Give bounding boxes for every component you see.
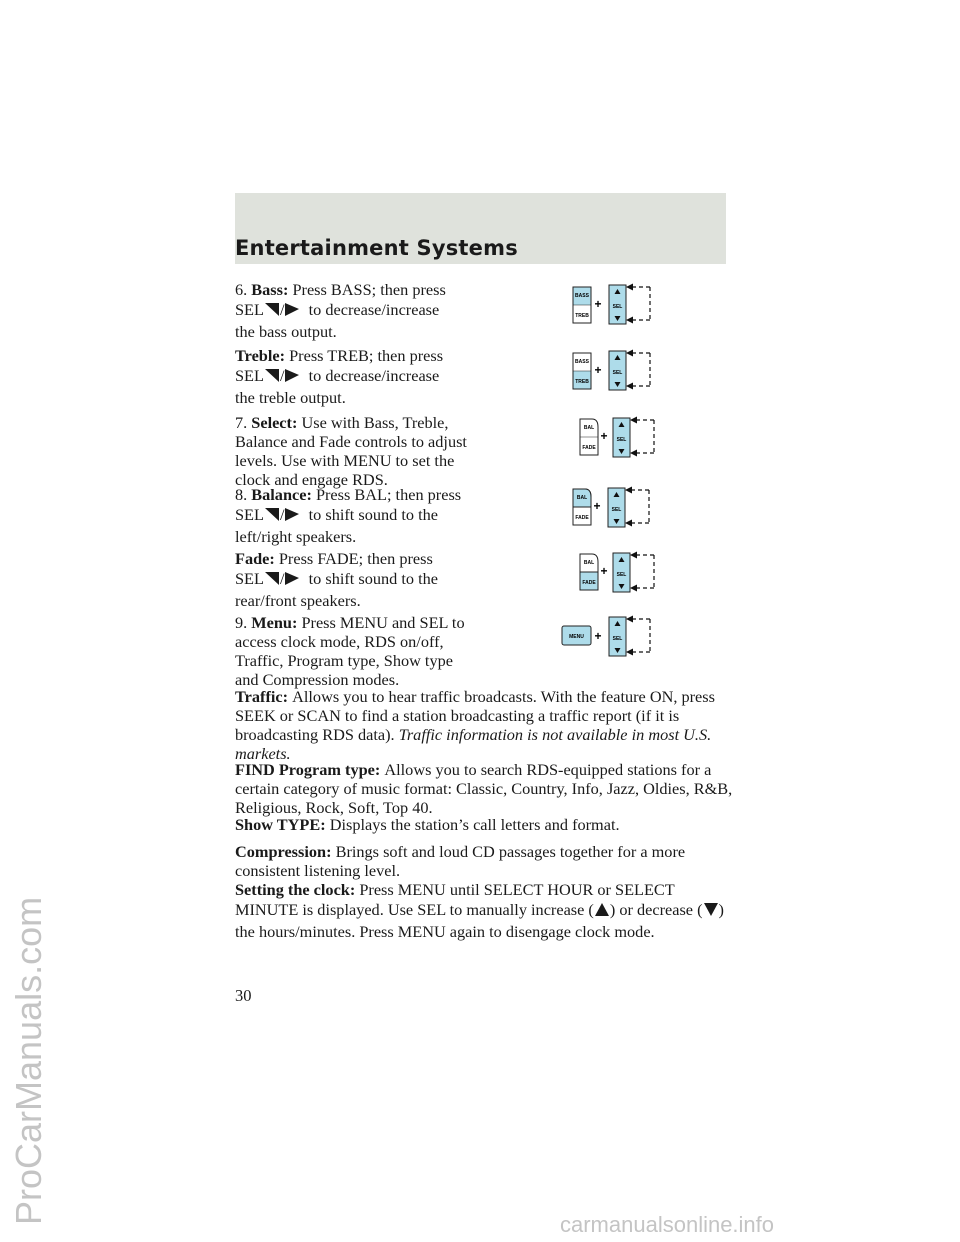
svg-text:SEL: SEL (616, 572, 627, 578)
label-fade: Fade: (235, 549, 275, 568)
svg-text:+: + (593, 499, 601, 513)
traffic-note: Traffic information is not available in most U.S. markets. (235, 725, 712, 763)
item-bass: 6. Bass: Press BASS; then press SEL / to decrease/increase the bass output. (235, 280, 446, 341)
label-setting-clock: Setting the clock: (235, 880, 356, 899)
svg-text:SEL: SEL (612, 304, 623, 310)
item-find-program-type: FIND Program type: Allows you to search RDS-equipped stations for a certain category of music format: Classic, Country, Info, Jazz, Oldies, R&B, Religious, Rock, Soft, Top 40. (235, 760, 733, 817)
svg-text:FADE: FADE (582, 445, 596, 451)
section-title: Entertainment Systems (235, 236, 518, 260)
svg-text:+: + (594, 363, 602, 377)
label-compression: Compression: (235, 842, 332, 861)
svg-text:BAL: BAL (583, 560, 595, 566)
label-balance: Balance: (251, 485, 312, 504)
label-bass: Bass: (251, 280, 289, 299)
label-traffic: Traffic: (235, 687, 289, 706)
treb-key-label: TREB (575, 313, 589, 319)
label-find-program-type: FIND Program type: (235, 760, 381, 779)
item-show-type: Show TYPE: Displays the station’s call letters and format. (235, 815, 620, 834)
svg-text:+: + (594, 297, 602, 311)
down-arrow-icon (703, 902, 719, 922)
left-arrow-icon (264, 302, 280, 322)
bal-fade-control (573, 487, 649, 528)
svg-text:FADE: FADE (575, 515, 589, 521)
item-traffic: Traffic: Allows you to hear traffic broadcasts. With the feature ON, press SEEK or SCAN to find a station broadcasting a traffic report (if it is broadcasting RDS data). Traffic information is not available in most U.S. markets. (235, 687, 715, 763)
left-arrow-icon (264, 507, 280, 527)
right-arrow-icon (284, 368, 300, 388)
item-setting-clock: Setting the clock: Press MENU until SELECT HOUR or SELECT MINUTE is displayed. Use SEL to manually increase ( ) or decrease ( ) the hours/minutes. Press MENU again to disengage clock mode. (235, 880, 724, 941)
side-watermark: ProCarManuals.com (8, 896, 49, 1225)
svg-text:SEL: SEL (616, 437, 627, 443)
svg-text:FADE: FADE (582, 580, 596, 586)
svg-text:TREB: TREB (575, 379, 589, 385)
bass-treb-control (573, 284, 650, 325)
right-arrow-icon (284, 571, 300, 591)
svg-text:BAL: BAL (576, 495, 588, 501)
bass-treb-control (573, 350, 650, 391)
bal-fade-control (580, 417, 654, 458)
item-treble: Treble: Press TREB; then press SEL / to decrease/increase the treble output. (235, 346, 444, 407)
label-select: Select: (251, 413, 298, 432)
label-menu: Menu: (251, 613, 298, 632)
svg-text:SEL: SEL (611, 507, 622, 513)
svg-text:MENU: MENU (569, 634, 584, 640)
svg-text:BAL: BAL (583, 425, 595, 431)
svg-text:+: + (594, 629, 602, 643)
bottom-watermark: carmanualsonline.info (560, 1212, 775, 1237)
svg-text:+: + (600, 564, 608, 578)
right-arrow-icon (284, 507, 300, 527)
controls-diagram (560, 280, 670, 670)
menu-control (562, 616, 650, 657)
bal-fade-control (580, 552, 654, 593)
bass-key-label: BASS (575, 293, 589, 299)
up-arrow-icon (594, 902, 610, 922)
item-menu: 9. Menu: Press MENU and SEL to access clock mode, RDS on/off, Traffic, Program type, Show type and Compression modes. (235, 613, 465, 689)
left-arrow-icon (264, 571, 280, 591)
item-select: 7. Select: Use with Bass, Treble, Balance and Fade controls to adjust levels. Use with MENU to set the clock and engage RDS. (235, 413, 467, 489)
item-compression: Compression: Brings soft and loud CD passages together for a more consistent listening level. (235, 842, 686, 880)
item-balance: 8. Balance: Press BAL; then press SEL / to shift sound to the left/right speakers. (235, 485, 462, 546)
right-arrow-icon (284, 302, 300, 322)
left-arrow-icon (264, 368, 280, 388)
svg-text:+: + (600, 429, 608, 443)
page-number: 30 (235, 986, 252, 1005)
svg-text:SEL: SEL (612, 636, 623, 642)
svg-text:BASS: BASS (575, 359, 589, 365)
label-show-type: Show TYPE: (235, 815, 326, 834)
label-treble: Treble: (235, 346, 286, 365)
svg-text:SEL: SEL (612, 370, 623, 376)
item-fade: Fade: Press FADE; then press SEL / to shift sound to the rear/front speakers. (235, 549, 438, 610)
